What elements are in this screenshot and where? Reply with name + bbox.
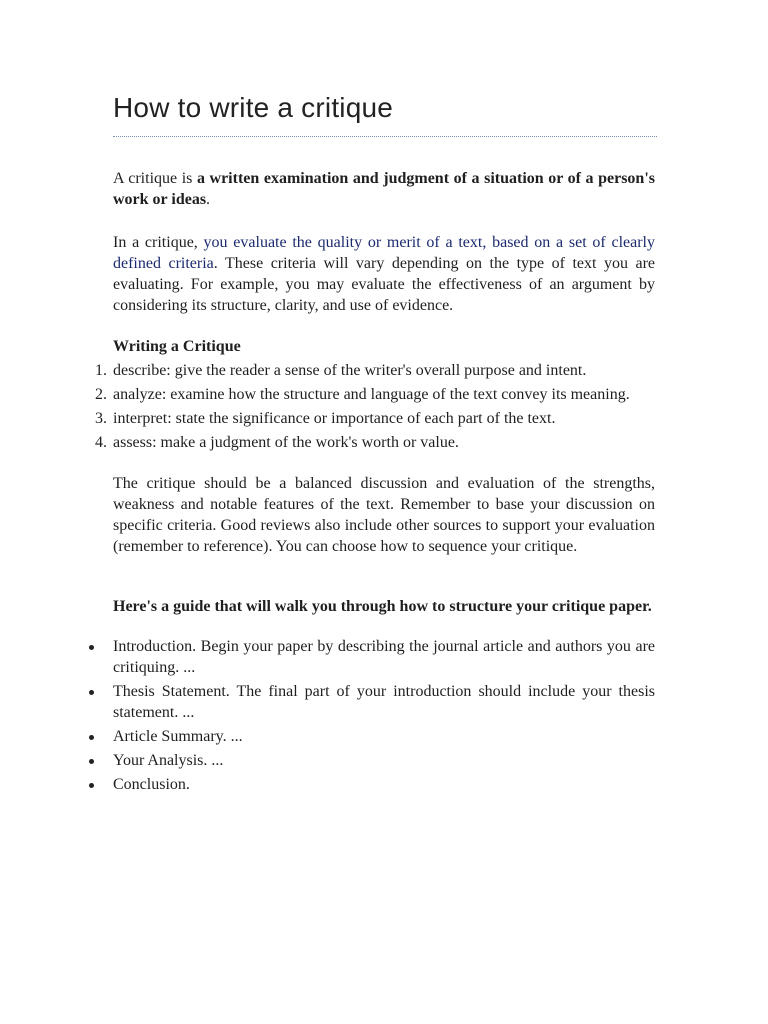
structure-bullet-list xyxy=(113,636,655,795)
list-item xyxy=(113,774,655,795)
list-item xyxy=(113,681,655,723)
list-item xyxy=(113,636,655,678)
article-body xyxy=(95,168,656,798)
list-item-text: describe: give the reader a sense of the writer's overall purpose and intent. xyxy=(113,362,587,379)
critique-steps-list xyxy=(95,360,655,453)
list-number: 2. xyxy=(95,386,107,403)
list-item-text: Article Summary. ... xyxy=(113,728,243,745)
bullet-icon xyxy=(89,735,94,740)
guide-heading: Here's a guide that will walk you through how to structure your critique paper. xyxy=(113,598,652,615)
list-item xyxy=(95,408,655,429)
bullet-icon xyxy=(89,690,94,695)
list-number: 1. xyxy=(95,362,107,379)
list-item xyxy=(113,750,655,771)
criteria-lead: In a critique, xyxy=(113,234,204,251)
list-item-text: assess: make a judgment of the work's worth or value. xyxy=(113,434,459,451)
bullet-icon xyxy=(89,645,94,650)
list-item-text: interpret: state the significance or importance of each part of the text. xyxy=(113,410,556,427)
intro-definition: a written examination and judgment of a situation or of a person's work or ideas xyxy=(113,170,656,208)
criteria-rest: . These criteria will vary depending on the type of text you are evaluating. For example, you may evaluate the effectiveness of an argument by considering its structure, clarity, and use of evidence. xyxy=(113,255,655,314)
title-divider xyxy=(113,136,657,137)
list-number: 3. xyxy=(95,410,107,427)
intro-paragraph xyxy=(113,168,655,210)
list-item xyxy=(113,726,655,747)
intro-end: . xyxy=(206,191,211,208)
list-item xyxy=(95,360,655,381)
list-number: 4. xyxy=(95,434,107,451)
intro-lead: A critique is xyxy=(113,170,197,187)
list-item-text: Introduction. Begin your paper by describing the journal article and authors you are critiquing. ... xyxy=(113,638,655,676)
page-title: How to write a critique xyxy=(113,92,394,123)
writing-critique-heading: Writing a Critique xyxy=(113,338,241,355)
criteria-paragraph xyxy=(113,232,655,316)
list-item xyxy=(95,432,655,453)
bullet-icon xyxy=(89,759,94,764)
list-item-text: Conclusion. xyxy=(113,776,190,793)
list-item-text: analyze: examine how the structure and language of the text convey its meaning. xyxy=(113,386,630,403)
criteria-highlight: you evaluate the quality or merit of a text, based on a set of clearly defined criteria xyxy=(113,234,655,272)
balanced-discussion-paragraph: The critique should be a balanced discussion and evaluation of the strengths, weakness and notable features of the text. Remember to base your discussion on specific criteria. Good reviews also include other sources to support your evaluation (remember to reference). You can choose how to sequence your critique. xyxy=(113,475,655,555)
list-item-text: Your Analysis. ... xyxy=(113,752,224,769)
list-item-text: Thesis Statement. The final part of your introduction should include your thesis statement. ... xyxy=(113,683,655,721)
list-item xyxy=(95,384,655,405)
bullet-icon xyxy=(89,783,94,788)
